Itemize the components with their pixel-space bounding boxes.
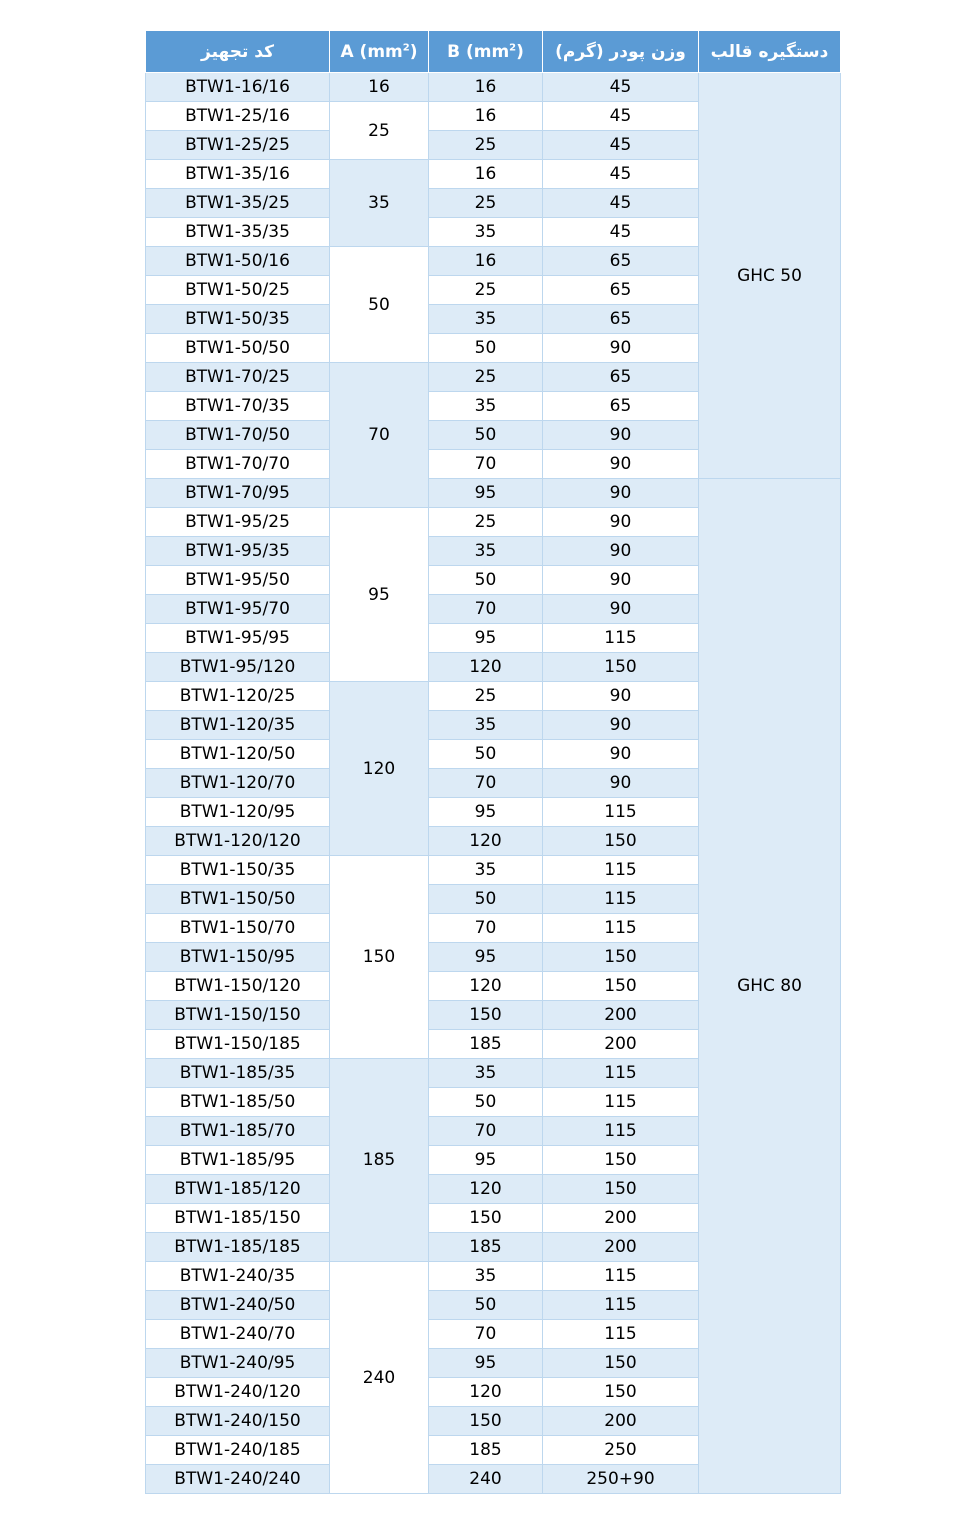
equipment-code-cell: BTW1-240/70 (146, 1320, 330, 1349)
powder-weight-cell: 150 (543, 653, 699, 682)
equipment-code-cell: BTW1-185/35 (146, 1059, 330, 1088)
b-size-cell: 16 (429, 102, 543, 131)
powder-weight-cell: 90 (543, 508, 699, 537)
b-size-cell: 50 (429, 740, 543, 769)
powder-weight-cell: 115 (543, 1059, 699, 1088)
powder-weight-cell: 250+90 (543, 1465, 699, 1494)
b-size-cell: 16 (429, 73, 543, 102)
powder-weight-cell: 115 (543, 1320, 699, 1349)
equipment-code-cell: BTW1-95/70 (146, 595, 330, 624)
b-size-cell: 25 (429, 131, 543, 160)
b-size-cell: 120 (429, 827, 543, 856)
equipment-code-cell: BTW1-25/25 (146, 131, 330, 160)
powder-weight-cell: 115 (543, 798, 699, 827)
b-size-cell: 25 (429, 189, 543, 218)
b-size-cell: 35 (429, 1262, 543, 1291)
b-size-cell: 95 (429, 479, 543, 508)
b-size-cell: 185 (429, 1233, 543, 1262)
powder-weight-cell: 45 (543, 218, 699, 247)
equipment-code-cell: BTW1-95/25 (146, 508, 330, 537)
powder-weight-cell: 90 (543, 450, 699, 479)
table-body (146, 73, 841, 1494)
a-size-cell: 185 (330, 1059, 429, 1262)
powder-weight-cell: 90 (543, 421, 699, 450)
equipment-spec-table (145, 30, 841, 1494)
equipment-code-cell: BTW1-50/50 (146, 334, 330, 363)
equipment-code-cell: BTW1-185/50 (146, 1088, 330, 1117)
b-size-cell: 50 (429, 885, 543, 914)
equipment-code-cell: BTW1-150/185 (146, 1030, 330, 1059)
powder-weight-cell: 45 (543, 131, 699, 160)
powder-weight-cell: 90 (543, 595, 699, 624)
b-size-cell: 240 (429, 1465, 543, 1494)
equipment-code-cell: BTW1-95/95 (146, 624, 330, 653)
equipment-code-cell: BTW1-240/120 (146, 1378, 330, 1407)
b-size-cell: 35 (429, 537, 543, 566)
powder-weight-cell: 90 (543, 537, 699, 566)
powder-weight-cell: 200 (543, 1204, 699, 1233)
b-size-cell: 70 (429, 1117, 543, 1146)
equipment-code-cell: BTW1-185/120 (146, 1175, 330, 1204)
b-size-cell: 35 (429, 856, 543, 885)
powder-weight-cell: 115 (543, 1088, 699, 1117)
powder-weight-cell: 115 (543, 1291, 699, 1320)
b-size-cell: 50 (429, 421, 543, 450)
equipment-code-cell: BTW1-185/150 (146, 1204, 330, 1233)
b-size-cell: 185 (429, 1436, 543, 1465)
equipment-code-cell: BTW1-120/95 (146, 798, 330, 827)
mold-handle-cell: GHC 80 (699, 479, 841, 1494)
table-row (146, 479, 841, 508)
b-size-cell: 70 (429, 1320, 543, 1349)
equipment-code-cell: BTW1-35/25 (146, 189, 330, 218)
equipment-code-cell: BTW1-150/70 (146, 914, 330, 943)
equipment-code-cell: BTW1-120/120 (146, 827, 330, 856)
powder-weight-cell: 150 (543, 1349, 699, 1378)
b-size-cell: 50 (429, 1088, 543, 1117)
b-size-cell: 50 (429, 334, 543, 363)
powder-weight-cell: 150 (543, 972, 699, 1001)
table-row (146, 73, 841, 102)
powder-weight-cell: 65 (543, 305, 699, 334)
equipment-code-cell: BTW1-120/70 (146, 769, 330, 798)
b-size-cell: 50 (429, 1291, 543, 1320)
b-size-cell: 95 (429, 1146, 543, 1175)
header-equipment-code: کد تجهیز (146, 31, 330, 73)
equipment-code-cell: BTW1-120/25 (146, 682, 330, 711)
powder-weight-cell: 90 (543, 740, 699, 769)
equipment-code-cell: BTW1-150/120 (146, 972, 330, 1001)
equipment-code-cell: BTW1-35/35 (146, 218, 330, 247)
b-size-cell: 25 (429, 508, 543, 537)
equipment-code-cell: BTW1-240/50 (146, 1291, 330, 1320)
table-header-row (146, 31, 841, 73)
equipment-code-cell: BTW1-95/50 (146, 566, 330, 595)
b-size-cell: 35 (429, 711, 543, 740)
equipment-code-cell: BTW1-240/240 (146, 1465, 330, 1494)
header-b-size: B $(mm^2)$ (429, 31, 543, 73)
a-size-cell: 50 (330, 247, 429, 363)
b-size-cell: 50 (429, 566, 543, 595)
powder-weight-cell: 115 (543, 856, 699, 885)
powder-weight-cell: 200 (543, 1407, 699, 1436)
powder-weight-cell: 115 (543, 885, 699, 914)
equipment-code-cell: BTW1-50/35 (146, 305, 330, 334)
powder-weight-cell: 150 (543, 1175, 699, 1204)
b-size-cell: 150 (429, 1001, 543, 1030)
equipment-code-cell: BTW1-185/95 (146, 1146, 330, 1175)
powder-weight-cell: 115 (543, 1117, 699, 1146)
b-size-cell: 16 (429, 160, 543, 189)
equipment-code-cell: BTW1-150/50 (146, 885, 330, 914)
b-size-cell: 70 (429, 450, 543, 479)
a-size-cell: 95 (330, 508, 429, 682)
powder-weight-cell: 200 (543, 1030, 699, 1059)
b-size-cell: 95 (429, 1349, 543, 1378)
equipment-code-cell: BTW1-240/150 (146, 1407, 330, 1436)
b-size-cell: 95 (429, 798, 543, 827)
header-mold-handle: دستگیره قالب (699, 31, 841, 73)
powder-weight-cell: 150 (543, 1146, 699, 1175)
equipment-code-cell: BTW1-70/35 (146, 392, 330, 421)
a-size-cell: 150 (330, 856, 429, 1059)
equipment-code-cell: BTW1-240/95 (146, 1349, 330, 1378)
powder-weight-cell: 115 (543, 1262, 699, 1291)
b-size-cell: 35 (429, 305, 543, 334)
b-size-cell: 70 (429, 914, 543, 943)
a-size-cell: 120 (330, 682, 429, 856)
equipment-code-cell: BTW1-70/50 (146, 421, 330, 450)
b-size-cell: 35 (429, 1059, 543, 1088)
b-size-cell: 25 (429, 276, 543, 305)
equipment-code-cell: BTW1-70/25 (146, 363, 330, 392)
equipment-code-cell: BTW1-120/35 (146, 711, 330, 740)
powder-weight-cell: 250 (543, 1436, 699, 1465)
equipment-code-cell: BTW1-95/35 (146, 537, 330, 566)
b-size-cell: 120 (429, 972, 543, 1001)
b-size-cell: 95 (429, 943, 543, 972)
powder-weight-cell: 200 (543, 1001, 699, 1030)
equipment-code-cell: BTW1-185/70 (146, 1117, 330, 1146)
equipment-code-cell: BTW1-16/16 (146, 73, 330, 102)
equipment-code-cell: BTW1-95/120 (146, 653, 330, 682)
powder-weight-cell: 115 (543, 624, 699, 653)
powder-weight-cell: 150 (543, 1378, 699, 1407)
powder-weight-cell: 45 (543, 73, 699, 102)
a-size-cell: 240 (330, 1262, 429, 1494)
powder-weight-cell: 45 (543, 189, 699, 218)
powder-weight-cell: 65 (543, 363, 699, 392)
header-powder-weight: وزن پودر (گرم) (543, 31, 699, 73)
b-size-cell: 35 (429, 392, 543, 421)
b-size-cell: 25 (429, 363, 543, 392)
powder-weight-cell: 90 (543, 566, 699, 595)
b-size-cell: 185 (429, 1030, 543, 1059)
equipment-code-cell: BTW1-25/16 (146, 102, 330, 131)
powder-weight-cell: 90 (543, 479, 699, 508)
b-size-cell: 120 (429, 1378, 543, 1407)
a-size-cell: 25 (330, 102, 429, 160)
equipment-code-cell: BTW1-120/50 (146, 740, 330, 769)
equipment-code-cell: BTW1-150/95 (146, 943, 330, 972)
b-size-cell: 70 (429, 769, 543, 798)
equipment-code-cell: BTW1-50/25 (146, 276, 330, 305)
b-size-cell: 25 (429, 682, 543, 711)
powder-weight-cell: 45 (543, 102, 699, 131)
equipment-code-cell: BTW1-185/185 (146, 1233, 330, 1262)
header-a-size: A $(mm^2)$ (330, 31, 429, 73)
powder-weight-cell: 150 (543, 827, 699, 856)
powder-weight-cell: 45 (543, 160, 699, 189)
powder-weight-cell: 65 (543, 276, 699, 305)
b-size-cell: 150 (429, 1204, 543, 1233)
b-size-cell: 35 (429, 218, 543, 247)
b-size-cell: 150 (429, 1407, 543, 1436)
a-size-cell: 35 (330, 160, 429, 247)
a-size-cell: 16 (330, 73, 429, 102)
powder-weight-cell: 200 (543, 1233, 699, 1262)
equipment-code-cell: BTW1-240/185 (146, 1436, 330, 1465)
powder-weight-cell: 90 (543, 682, 699, 711)
b-size-cell: 70 (429, 595, 543, 624)
powder-weight-cell: 150 (543, 943, 699, 972)
equipment-code-cell: BTW1-35/16 (146, 160, 330, 189)
b-size-cell: 120 (429, 1175, 543, 1204)
powder-weight-cell: 65 (543, 247, 699, 276)
b-size-cell: 95 (429, 624, 543, 653)
equipment-code-cell: BTW1-70/95 (146, 479, 330, 508)
equipment-code-cell: BTW1-150/150 (146, 1001, 330, 1030)
powder-weight-cell: 115 (543, 914, 699, 943)
equipment-code-cell: BTW1-240/35 (146, 1262, 330, 1291)
b-size-cell: 16 (429, 247, 543, 276)
powder-weight-cell: 90 (543, 334, 699, 363)
powder-weight-cell: 90 (543, 711, 699, 740)
equipment-code-cell: BTW1-70/70 (146, 450, 330, 479)
b-size-cell: 120 (429, 653, 543, 682)
equipment-code-cell: BTW1-50/16 (146, 247, 330, 276)
mold-handle-cell: GHC 50 (699, 73, 841, 479)
a-size-cell: 70 (330, 363, 429, 508)
powder-weight-cell: 65 (543, 392, 699, 421)
powder-weight-cell: 90 (543, 769, 699, 798)
equipment-code-cell: BTW1-150/35 (146, 856, 330, 885)
